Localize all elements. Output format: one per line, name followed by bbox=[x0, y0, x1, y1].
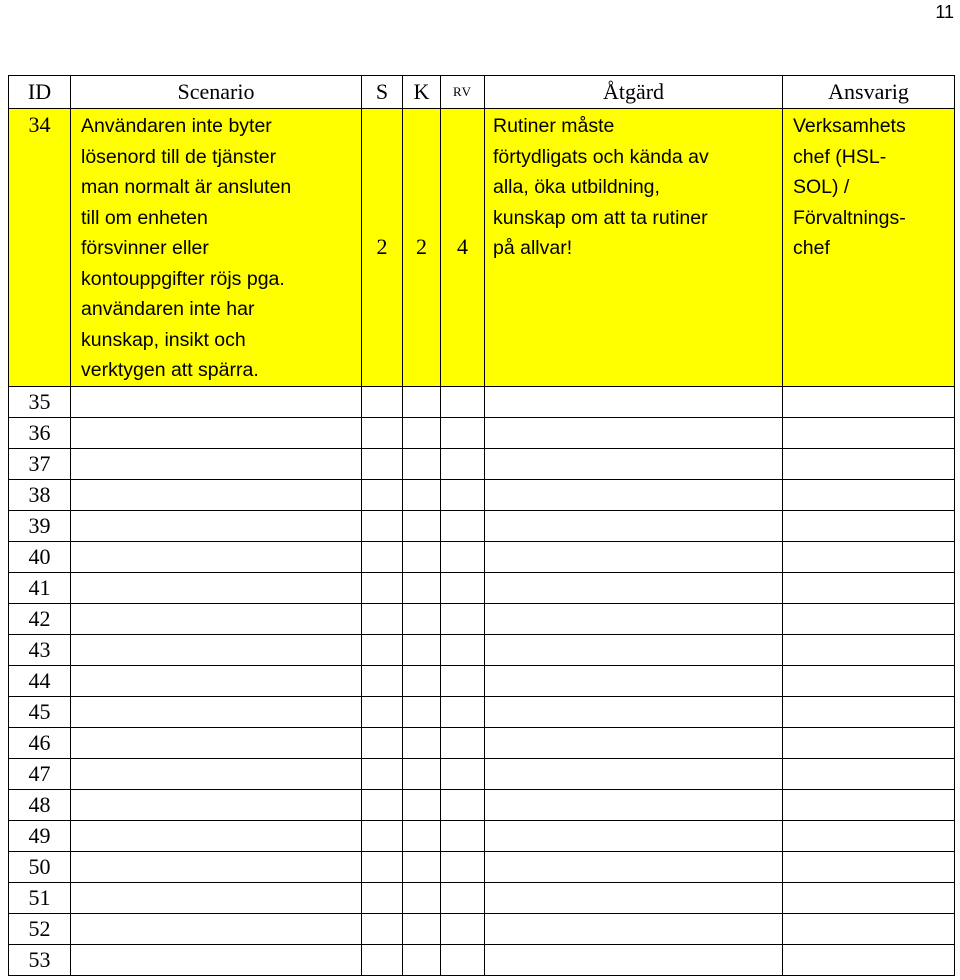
scenario-line: man normalt är ansluten bbox=[81, 176, 292, 198]
responsible-line: chef bbox=[793, 237, 830, 259]
k-cell bbox=[403, 758, 441, 789]
s-cell bbox=[362, 882, 403, 913]
k-cell bbox=[403, 696, 441, 727]
scenario-cell bbox=[71, 882, 362, 913]
action-cell bbox=[485, 603, 783, 634]
scenario-cell bbox=[71, 665, 362, 696]
responsible-cell bbox=[783, 758, 955, 789]
rv-cell bbox=[441, 727, 485, 758]
responsible-cell bbox=[783, 789, 955, 820]
row-id: 34 bbox=[9, 109, 71, 387]
action-cell bbox=[485, 109, 783, 387]
row-id: 40 bbox=[9, 541, 71, 572]
responsible-cell bbox=[783, 448, 955, 479]
scenario-cell bbox=[71, 727, 362, 758]
s-cell bbox=[362, 851, 403, 882]
scenario-cell bbox=[71, 758, 362, 789]
action-cell bbox=[485, 944, 783, 975]
responsible-cell bbox=[783, 572, 955, 603]
row-id: 41 bbox=[9, 572, 71, 603]
row-id: 49 bbox=[9, 820, 71, 851]
action-line: alla, öka utbildning, bbox=[493, 176, 660, 198]
s-cell bbox=[362, 696, 403, 727]
responsible-cell bbox=[783, 541, 955, 572]
responsible-line: chef (HSL- bbox=[793, 145, 887, 168]
k-cell bbox=[403, 510, 441, 541]
s-cell bbox=[362, 634, 403, 665]
responsible-cell bbox=[783, 696, 955, 727]
scenario-cell bbox=[71, 696, 362, 727]
header-row bbox=[9, 76, 955, 109]
action-line: kunskap om att ta rutiner bbox=[493, 206, 708, 229]
rv-cell bbox=[441, 634, 485, 665]
k-cell bbox=[403, 417, 441, 448]
row-id: 46 bbox=[9, 727, 71, 758]
action-cell bbox=[485, 479, 783, 510]
responsible-cell bbox=[783, 510, 955, 541]
header-k: K bbox=[403, 76, 441, 109]
table-row bbox=[9, 882, 955, 913]
table-row bbox=[9, 913, 955, 944]
scenario-cell bbox=[71, 944, 362, 975]
k-cell bbox=[403, 944, 441, 975]
scenario-cell bbox=[71, 386, 362, 417]
risk-table bbox=[8, 75, 955, 976]
action-cell bbox=[485, 572, 783, 603]
s-cell bbox=[362, 603, 403, 634]
action-cell bbox=[485, 448, 783, 479]
responsible-cell bbox=[783, 820, 955, 851]
s-value: 2 bbox=[362, 109, 403, 387]
s-cell bbox=[362, 448, 403, 479]
table-row bbox=[9, 541, 955, 572]
rv-cell bbox=[441, 789, 485, 820]
k-cell bbox=[403, 541, 441, 572]
action-cell bbox=[485, 386, 783, 417]
responsible-cell bbox=[783, 851, 955, 882]
rv-cell bbox=[441, 479, 485, 510]
scenario-cell bbox=[71, 109, 362, 387]
table-row bbox=[9, 510, 955, 541]
scenario-cell bbox=[71, 634, 362, 665]
scenario-line: verktygen att spärra. bbox=[81, 359, 259, 381]
table-row bbox=[9, 603, 955, 634]
header-action: Åtgärd bbox=[485, 76, 783, 109]
k-cell bbox=[403, 479, 441, 510]
table-row bbox=[9, 417, 955, 448]
scenario-cell bbox=[71, 479, 362, 510]
row-id: 36 bbox=[9, 417, 71, 448]
rv-cell bbox=[441, 510, 485, 541]
action-line: på allvar! bbox=[493, 237, 573, 259]
s-cell bbox=[362, 820, 403, 851]
k-value: 2 bbox=[403, 109, 441, 387]
row-id: 45 bbox=[9, 696, 71, 727]
action-cell bbox=[485, 696, 783, 727]
rv-cell bbox=[441, 882, 485, 913]
table-row bbox=[9, 665, 955, 696]
rv-cell bbox=[441, 820, 485, 851]
responsible-cell bbox=[783, 386, 955, 417]
rv-cell bbox=[441, 665, 485, 696]
k-cell bbox=[403, 448, 441, 479]
header-s: S bbox=[362, 76, 403, 109]
page-number: 11 bbox=[935, 2, 954, 22]
rv-cell bbox=[441, 944, 485, 975]
k-cell bbox=[403, 882, 441, 913]
action-cell bbox=[485, 851, 783, 882]
row-id: 42 bbox=[9, 603, 71, 634]
s-cell bbox=[362, 665, 403, 696]
responsible-cell bbox=[783, 727, 955, 758]
table-row-34 bbox=[9, 109, 955, 387]
k-cell bbox=[403, 727, 441, 758]
k-cell bbox=[403, 851, 441, 882]
action-cell bbox=[485, 541, 783, 572]
s-cell bbox=[362, 386, 403, 417]
row-id: 50 bbox=[9, 851, 71, 882]
scenario-cell bbox=[71, 789, 362, 820]
s-cell bbox=[362, 510, 403, 541]
s-cell bbox=[362, 913, 403, 944]
rv-cell bbox=[441, 386, 485, 417]
k-cell bbox=[403, 789, 441, 820]
table-row bbox=[9, 634, 955, 665]
row-id: 47 bbox=[9, 758, 71, 789]
scenario-line: försvinner eller bbox=[81, 237, 209, 259]
row-id: 39 bbox=[9, 510, 71, 541]
k-cell bbox=[403, 386, 441, 417]
rv-cell bbox=[441, 758, 485, 789]
action-cell bbox=[485, 789, 783, 820]
header-responsible: Ansvarig bbox=[783, 76, 955, 109]
scenario-line: lösenord till de tjänster bbox=[81, 145, 277, 168]
scenario-cell bbox=[71, 913, 362, 944]
action-cell bbox=[485, 510, 783, 541]
table-row bbox=[9, 820, 955, 851]
scenario-cell bbox=[71, 603, 362, 634]
k-cell bbox=[403, 665, 441, 696]
responsible-line: Verksamhets bbox=[793, 115, 906, 137]
responsible-cell bbox=[783, 913, 955, 944]
row-id: 48 bbox=[9, 789, 71, 820]
responsible-cell bbox=[783, 944, 955, 975]
responsible-cell bbox=[783, 665, 955, 696]
s-cell bbox=[362, 758, 403, 789]
k-cell bbox=[403, 913, 441, 944]
rv-cell bbox=[441, 417, 485, 448]
action-cell bbox=[485, 727, 783, 758]
action-cell bbox=[485, 634, 783, 665]
table-row bbox=[9, 944, 955, 975]
scenario-cell bbox=[71, 851, 362, 882]
s-cell bbox=[362, 417, 403, 448]
k-cell bbox=[403, 634, 441, 665]
table-row bbox=[9, 758, 955, 789]
action-cell bbox=[485, 417, 783, 448]
table-row bbox=[9, 696, 955, 727]
action-line: förtydligats och kända av bbox=[493, 145, 709, 168]
table-row bbox=[9, 789, 955, 820]
table-row bbox=[9, 727, 955, 758]
s-cell bbox=[362, 727, 403, 758]
action-cell bbox=[485, 882, 783, 913]
scenario-line: användaren inte har bbox=[81, 298, 255, 320]
scenario-cell bbox=[71, 820, 362, 851]
action-cell bbox=[485, 665, 783, 696]
scenario-line: till om enheten bbox=[81, 206, 208, 229]
responsible-line: SOL) / bbox=[793, 176, 850, 198]
s-cell bbox=[362, 789, 403, 820]
s-cell bbox=[362, 944, 403, 975]
s-cell bbox=[362, 479, 403, 510]
responsible-cell bbox=[783, 603, 955, 634]
scenario-line: kunskap, insikt och bbox=[81, 328, 246, 351]
rv-cell bbox=[441, 572, 485, 603]
responsible-cell bbox=[783, 882, 955, 913]
responsible-cell bbox=[783, 109, 955, 387]
scenario-line: Användaren inte byter bbox=[81, 115, 272, 137]
s-cell bbox=[362, 541, 403, 572]
rv-cell bbox=[441, 448, 485, 479]
k-cell bbox=[403, 820, 441, 851]
k-cell bbox=[403, 603, 441, 634]
table-row bbox=[9, 448, 955, 479]
rv-cell bbox=[441, 851, 485, 882]
row-id: 53 bbox=[9, 944, 71, 975]
row-id: 51 bbox=[9, 882, 71, 913]
action-cell bbox=[485, 758, 783, 789]
scenario-line: kontouppgifter röjs pga. bbox=[81, 267, 285, 290]
rv-cell bbox=[441, 603, 485, 634]
row-id: 35 bbox=[9, 386, 71, 417]
responsible-cell bbox=[783, 417, 955, 448]
scenario-cell bbox=[71, 541, 362, 572]
table-row bbox=[9, 851, 955, 882]
header-id: ID bbox=[9, 76, 71, 109]
row-id: 37 bbox=[9, 448, 71, 479]
row-id: 52 bbox=[9, 913, 71, 944]
responsible-cell bbox=[783, 479, 955, 510]
row-id: 43 bbox=[9, 634, 71, 665]
responsible-line: Förvaltnings- bbox=[793, 206, 906, 229]
scenario-cell bbox=[71, 448, 362, 479]
rv-value: 4 bbox=[441, 109, 485, 387]
header-rv: RV bbox=[441, 76, 485, 109]
table-row bbox=[9, 572, 955, 603]
header-scenario: Scenario bbox=[71, 76, 362, 109]
scenario-cell bbox=[71, 572, 362, 603]
k-cell bbox=[403, 572, 441, 603]
rv-cell bbox=[441, 541, 485, 572]
row-id: 38 bbox=[9, 479, 71, 510]
scenario-cell bbox=[71, 417, 362, 448]
rv-cell bbox=[441, 696, 485, 727]
action-cell bbox=[485, 913, 783, 944]
scenario-cell bbox=[71, 510, 362, 541]
s-cell bbox=[362, 572, 403, 603]
table-row bbox=[9, 479, 955, 510]
table-row bbox=[9, 386, 955, 417]
rv-cell bbox=[441, 913, 485, 944]
row-id: 44 bbox=[9, 665, 71, 696]
action-cell bbox=[485, 820, 783, 851]
action-line: Rutiner måste bbox=[493, 115, 615, 137]
responsible-cell bbox=[783, 634, 955, 665]
